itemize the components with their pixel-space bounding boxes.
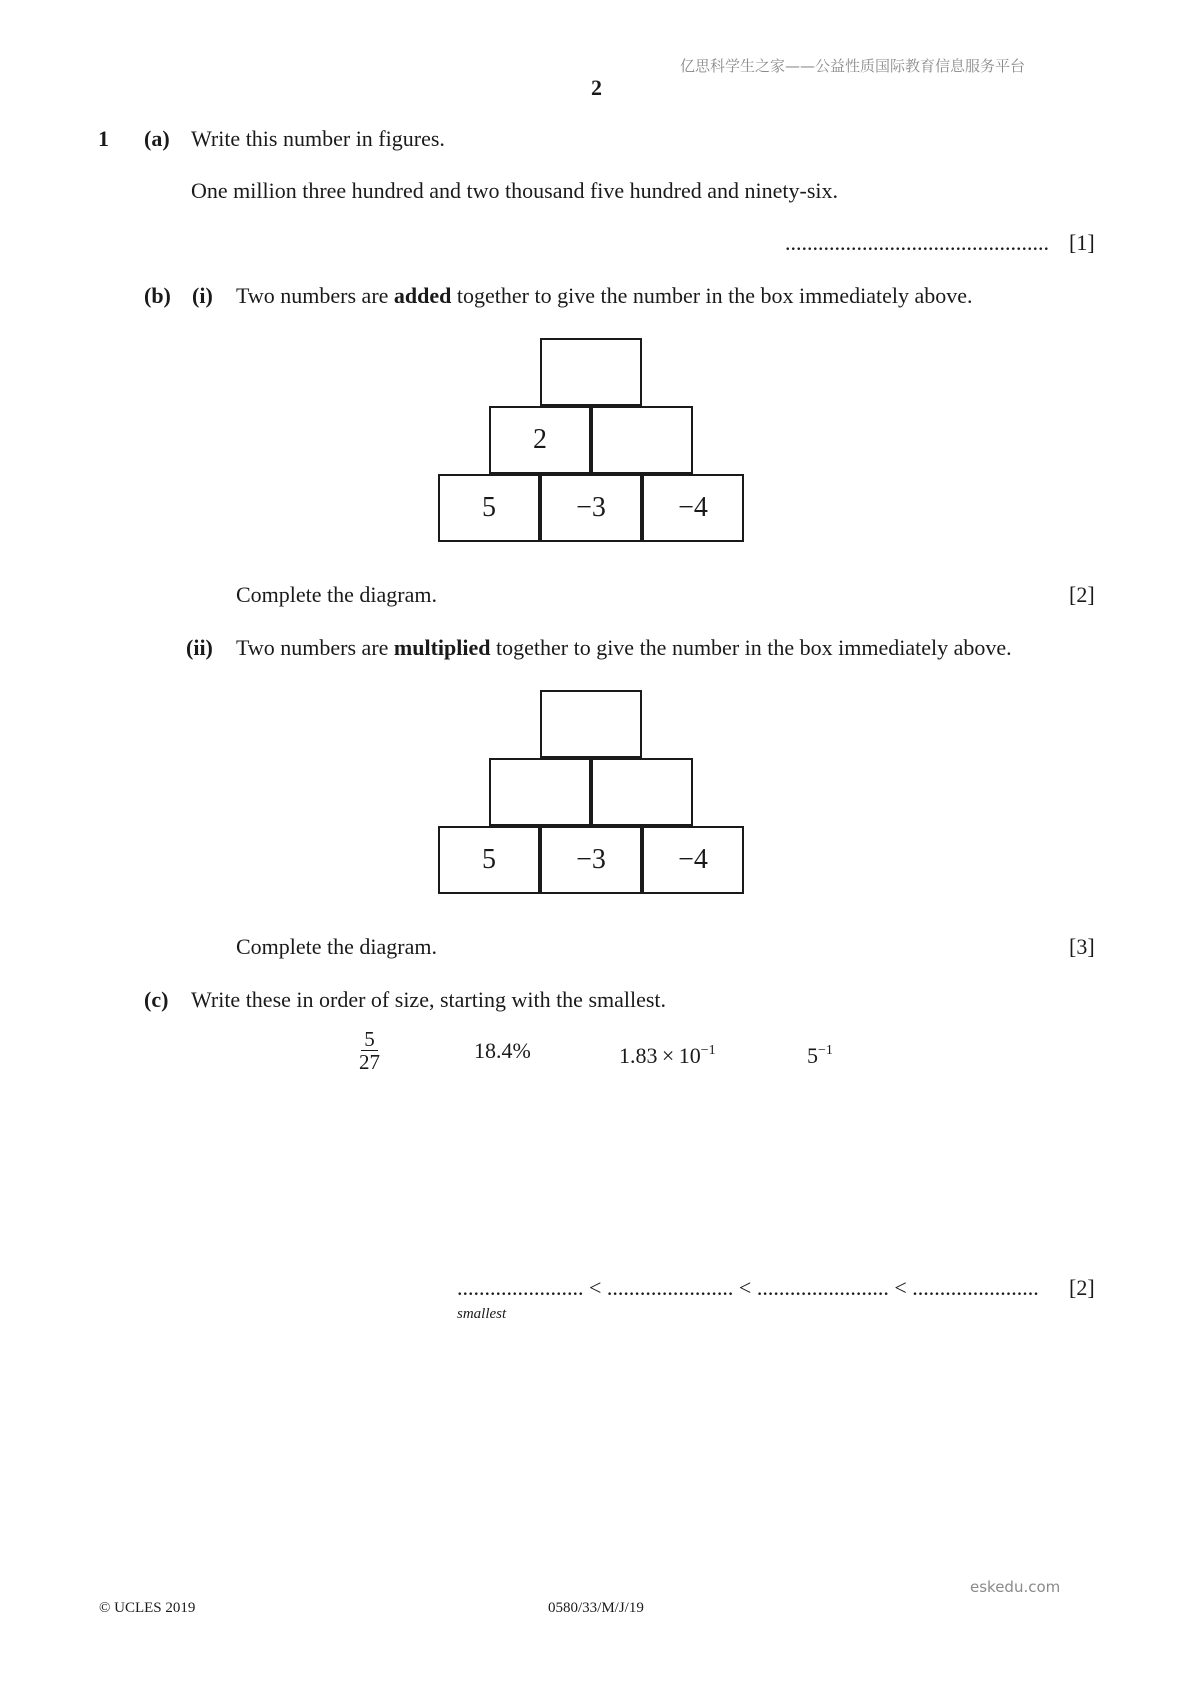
percent-value: 18.4% (474, 1038, 531, 1063)
paper-code: 0580/33/M/J/19 (548, 1600, 644, 1616)
fraction-numerator: 5 (361, 1028, 378, 1051)
multiplication-bottom-box-3: −4 (642, 826, 744, 894)
part-a-number-text: One million three hundred and two thousand five hundred and ninety-six. (191, 178, 839, 203)
footer-watermark: eskedu.com (970, 1578, 1061, 1596)
question-number: 1 (98, 126, 109, 151)
multiplication-bottom-box-1: 5 (438, 826, 540, 894)
addition-bottom-box-1: 5 (438, 474, 540, 542)
part-bi-keyword: added (393, 283, 452, 308)
addition-bottom-box-2: −3 (540, 474, 642, 542)
part-c-instruction: Write these in order of size, starting with the smallest. (191, 987, 667, 1012)
smallest-label: smallest (457, 1306, 507, 1322)
part-bii-complete: Complete the diagram. (236, 934, 437, 959)
part-bi-label: (i) (192, 283, 213, 308)
header-watermark: 亿思科学生之家——公益性质国际教育信息服务平台 (680, 57, 1026, 75)
part-b-label: (b) (144, 283, 171, 308)
part-bii-marks: [3] (1069, 934, 1095, 959)
part-bi-complete: Complete the diagram. (236, 582, 437, 607)
part-a-instruction: Write this number in figures. (191, 126, 445, 151)
copyright: © UCLES 2019 (99, 1600, 196, 1616)
multiplication-mid-left-box[interactable] (489, 758, 591, 826)
part-bii-label: (ii) (186, 635, 213, 660)
addition-mid-right-box[interactable] (591, 406, 693, 474)
part-a-label: (a) (144, 126, 170, 151)
part-a-answer-line[interactable]: ................................................ (785, 230, 1049, 255)
standard-form-value: $1.83 \times 10^{-1}$ (619, 1043, 716, 1068)
addition-bottom-box-3: −4 (642, 474, 744, 542)
multiplication-bottom-box-2: −3 (540, 826, 642, 894)
page-number: 2 (591, 75, 602, 100)
addition-top-box[interactable] (540, 338, 642, 406)
multiplication-mid-right-box[interactable] (591, 758, 693, 826)
part-a-marks: [1] (1069, 230, 1095, 255)
part-bi-marks: [2] (1069, 582, 1095, 607)
part-c-label: (c) (144, 987, 169, 1012)
part-bii-keyword: multiplied (393, 635, 491, 660)
multiplication-top-box[interactable] (540, 690, 642, 758)
part-bii-instruction: Two numbers are multiplied together to give the number in the box immediately above. (236, 635, 1012, 660)
fraction-denominator: 27 (359, 1050, 380, 1074)
part-c-marks: [2] (1069, 1275, 1095, 1300)
fraction-value (359, 1028, 380, 1073)
standard-form-exponent: −1 (700, 1043, 716, 1058)
order-answer-line[interactable]: ....................... < ....................... < ........................ < ....................... (457, 1275, 1039, 1300)
power-exponent: −1 (818, 1043, 833, 1058)
addition-mid-left-box: 2 (489, 406, 591, 474)
power-value: $5^{-1}$ (807, 1043, 833, 1068)
part-bi-instruction: Two numbers are added together to give the number in the box immediately above. (236, 283, 973, 308)
